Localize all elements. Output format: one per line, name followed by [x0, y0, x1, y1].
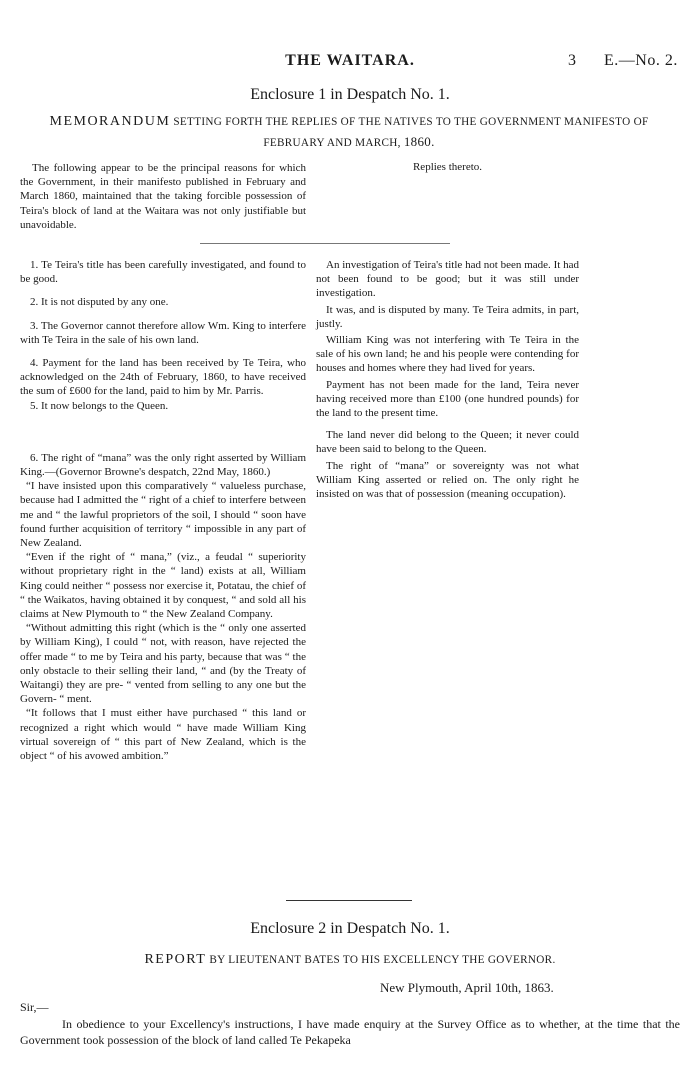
reason-item-1: 1. Te Teira's title has been carefully investigated, and found to be good.	[20, 259, 306, 286]
reply-item-4: Payment has not been made for the land, Teira never having received more than £100 (one hundred pounds) for the land to the present time.	[316, 378, 579, 420]
reply-item-5: The land never did belong to the Queen; it never could have been said to belong to the Queen.	[316, 429, 579, 456]
memorandum-lead: MEMORANDUM	[49, 114, 171, 129]
memorandum-heading-line2: FEBRUARY AND MARCH,	[263, 137, 401, 149]
section-divider	[200, 243, 450, 244]
reply-item-6: The right of “mana” or sovereignty was not what William King asserted or relied on. The only right he insisted on was that of possession (meaning occupation).	[316, 459, 579, 501]
memorandum-heading-line1: SETTING FORTH THE REPLIES OF THE NATIVES TO THE GOVERNMENT MANIFESTO OF	[173, 116, 649, 128]
running-header	[0, 52, 700, 74]
report-body	[20, 1016, 680, 1048]
report-heading	[0, 952, 700, 968]
report-lead: REPORT	[144, 952, 207, 967]
report-heading-rest: BY LIEUTENANT BATES TO HIS EXCELLENCY THE GOVERNOR.	[209, 954, 556, 966]
reason-item-4: 4. Payment for the land has been received by Te Teira, who acknowledged on the 24th of February, 1860, to have received the sum of £600 for the land, paid to him by Mr. Parris.	[20, 357, 306, 398]
reason-item-5: 5. It now belongs to the Queen.	[30, 399, 169, 412]
government-reasons-column	[20, 258, 306, 763]
document-reference: E.—No. 2.	[604, 52, 678, 69]
report-body-paragraph: In obedience to your Excellency's instructions, I have made enquiry at the Survey Office as to whether, at the time that the Government took possession of the block of land called Te Pekapeka	[20, 1017, 680, 1047]
quote-paragraph-1: “I have insisted upon this comparatively “ valueless purchase, because had I admitted the “ right of a chief to interfere between me and “ the lawful proprietors of the soil, I should “ soon have found further acquisition of territory “ impossible in any part of New Zealand.	[20, 480, 306, 550]
reason-item-6: 6. The right of “mana” was the only right asserted by William King.—(Governor Browne's despatch, 22nd May, 1860.)	[20, 451, 306, 479]
place-date-line: New Plymouth, April 10th, 1863.	[380, 980, 554, 995]
quote-paragraph-2: “Even if the right of “ mana,” (viz., a feudal “ superiority without proprietary right in the “ land) exists at all, William King could neither “ possess nor exercise it, Potatau, the chief of “ the Waikatos, having obtained it by conquest, “ and sold all his claims at New Plymouth to “ the New Zealand Company.	[20, 551, 306, 621]
quote-paragraph-4: “It follows that I must either have purchased “ this land or recognized a right which would “ have made William King virtual sovereign of “ this part of New Zealand, which is the object “ of his avowed ambition.”	[20, 707, 306, 763]
section-divider-2	[286, 900, 412, 901]
intro-text: The following appear to be the principal reasons for which the Government, in their manifesto published in February and March 1860, maintained that the taking forcible possession of Teira's block of land at the Waitara was not only justifiable but unavoidable.	[20, 162, 306, 231]
intro-paragraph	[20, 161, 306, 232]
enclosure-2-title: Enclosure 2 in Despatch No. 1.	[250, 920, 450, 937]
replies-heading: Replies thereto.	[412, 161, 483, 173]
page-number: 3	[568, 52, 576, 69]
enclosure-1-title: Enclosure 1 in Despatch No. 1.	[250, 86, 450, 103]
reason-item-2: 2. It is not disputed by any one.	[30, 296, 169, 309]
page-running-title: THE WAITARA.	[285, 52, 415, 69]
reply-item-2: It was, and is disputed by many. Te Teira admits, in part, justly.	[316, 303, 579, 330]
reply-item-1: An investigation of Teira's title had not been made. It had not been found to be good; but it was still under investigation.	[316, 259, 579, 300]
governor-quote	[20, 479, 306, 763]
memorandum-heading	[24, 112, 674, 153]
salutation: Sir,—	[20, 1000, 49, 1014]
native-replies-column	[316, 258, 579, 501]
quote-paragraph-3: “Without admitting this right (which is the “ only one asserted by William King), I could “ not, with reason, have rejected the offer made “ to me by Teira and his party, because that was “ the only obstacle to their selling their land, “ and (by the Treaty of Waitangi) they are pre- “ vented from selling to any one but the Govern- “ ment.	[20, 622, 306, 706]
memorandum-year: 1860.	[403, 134, 435, 149]
reason-item-3: 3. The Governor cannot therefore allow Wm. King to interfere with Te Teira in the sale of his own land.	[20, 319, 306, 346]
reply-item-3: William King was not interfering with Te Teira in the sale of his own land; he and his people were contending for houses and homes where they had lived for years.	[316, 334, 579, 375]
